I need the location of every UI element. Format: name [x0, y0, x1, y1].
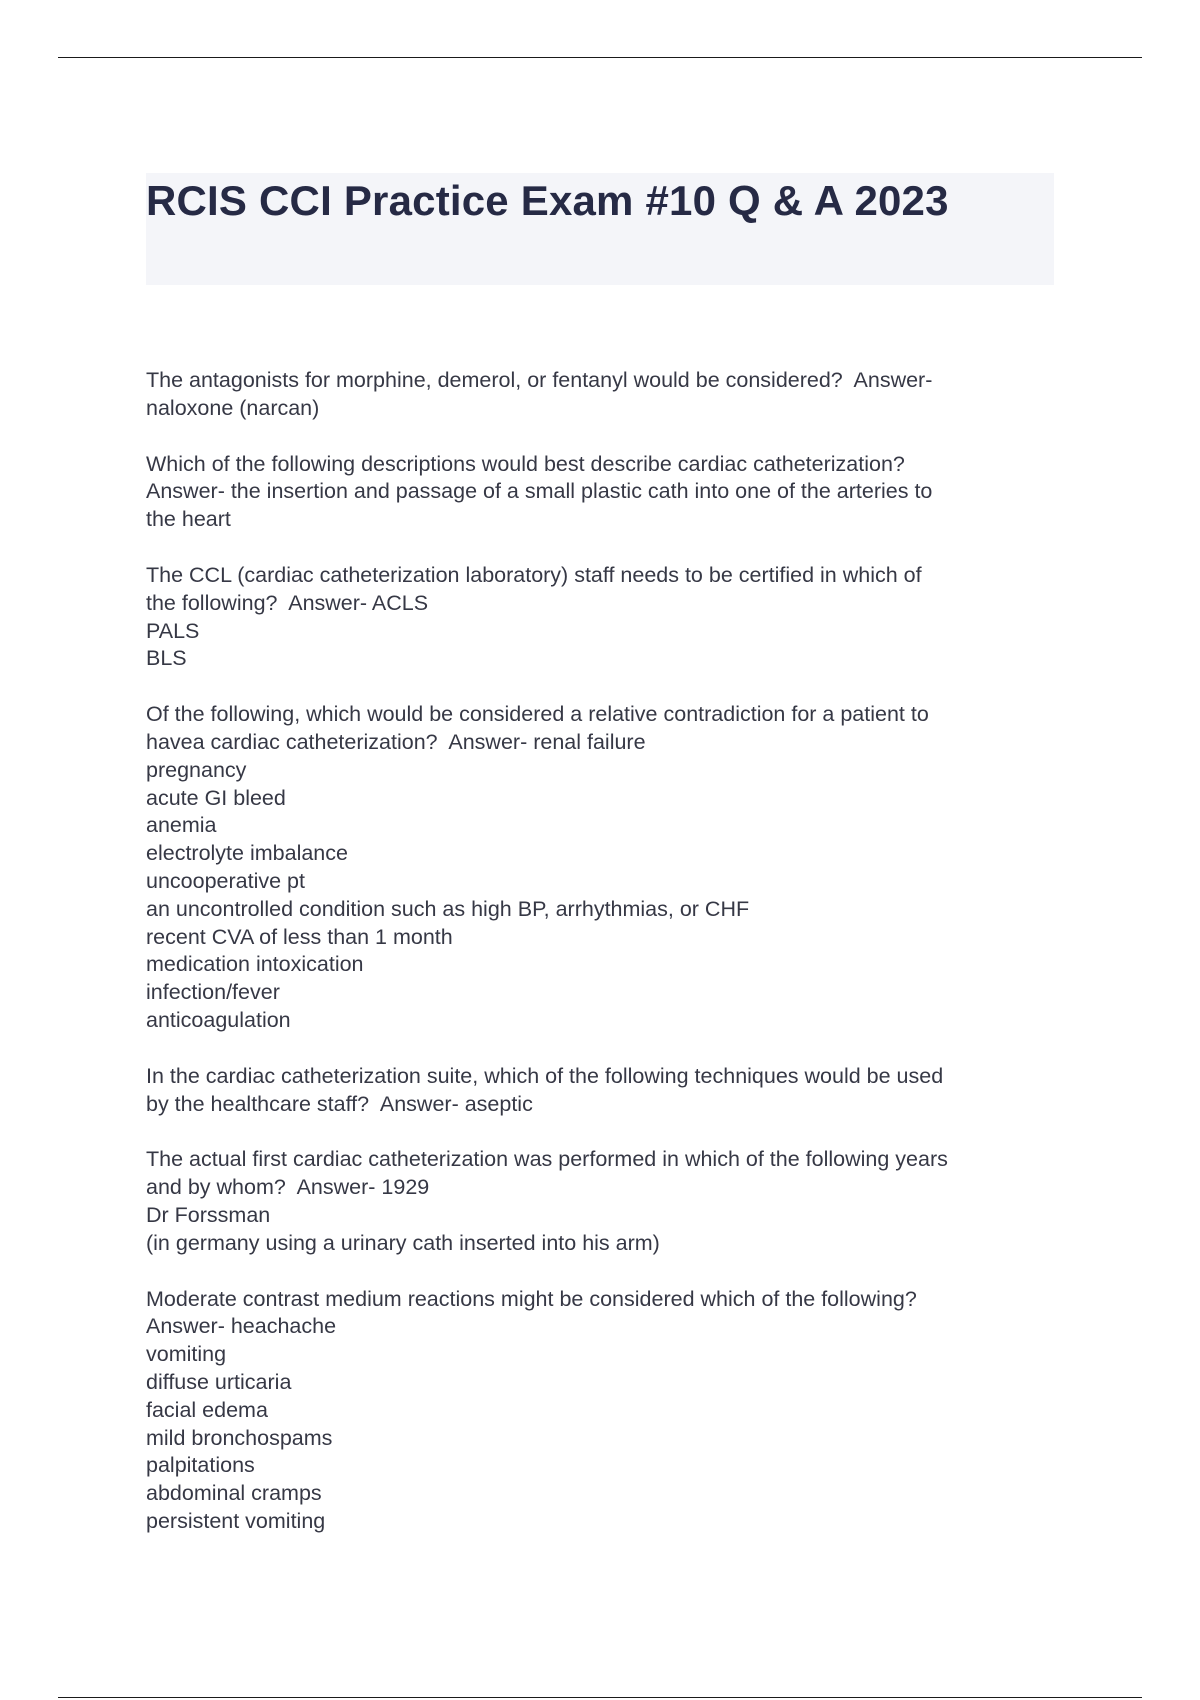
answer-line: diffuse urticaria: [146, 1369, 292, 1394]
qa-item: [146, 451, 1066, 534]
question-text: In the cardiac catheterization suite, which of the following techniques would be used: [146, 1063, 944, 1088]
answer-line: abdominal cramps: [146, 1481, 322, 1506]
answer-line: medication intoxication: [146, 952, 364, 977]
answer-line: pregnancy: [146, 757, 247, 782]
answer-line: BLS: [146, 646, 187, 671]
question-text: Moderate contrast medium reactions might be considered which of the following?: [146, 1286, 917, 1311]
answer-line: and by whom? Answer- 1929: [146, 1175, 430, 1200]
answer-line: naloxone (narcan): [146, 395, 320, 420]
answer-line: anticoagulation: [146, 1007, 291, 1032]
answer-line: mild bronchospams: [146, 1425, 333, 1450]
qa-item: [146, 562, 1066, 673]
question-text: The CCL (cardiac catheterization laboratory) staff needs to be certified in which of: [146, 562, 922, 587]
question-text: Of the following, which would be considered a relative contradiction for a patient to: [146, 702, 929, 727]
question-text: The actual first cardiac catheterization was performed in which of the following years: [146, 1147, 948, 1172]
question-text: The antagonists for morphine, demerol, or fentanyl would be considered? Answer-: [146, 368, 933, 392]
page-title: RCIS CCI Practice Exam #10 Q & A 2023: [146, 177, 949, 224]
answer-line: (in germany using a urinary cath inserted into his arm): [146, 1230, 660, 1255]
answer-line: by the healthcare staff? Answer- aseptic: [146, 1091, 533, 1116]
qa-list: [146, 367, 1066, 1564]
answer-line: the heart: [146, 507, 231, 532]
answer-line: electrolyte imbalance: [146, 841, 348, 866]
qa-item: [146, 367, 1066, 423]
answer-line: palpitations: [146, 1453, 255, 1478]
answer-line: Answer- the insertion and passage of a small plastic cath into one of the arteries to: [146, 479, 933, 504]
answer-line: Answer- heachache: [146, 1314, 337, 1339]
answer-line: acute GI bleed: [146, 785, 286, 810]
answer-line: facial edema: [146, 1397, 268, 1422]
answer-line: the following? Answer- ACLS: [146, 590, 429, 615]
answer-line: havea cardiac catheterization? Answer- renal failure: [146, 729, 646, 754]
answer-line: recent CVA of less than 1 month: [146, 924, 453, 949]
top-divider: [58, 57, 1142, 58]
title-block: [146, 173, 1054, 285]
qa-item: [146, 1146, 1066, 1257]
qa-item: [146, 1063, 1066, 1119]
answer-line: an uncontrolled condition such as high BP, arrhythmias, or CHF: [146, 896, 750, 921]
answer-line: infection/fever: [146, 980, 280, 1005]
qa-item: [146, 701, 1066, 1035]
answer-line: PALS: [146, 618, 200, 643]
answer-line: uncooperative pt: [146, 868, 305, 893]
bottom-divider: [58, 1697, 1142, 1698]
answer-line: Dr Forssman: [146, 1202, 271, 1227]
answer-line: anemia: [146, 813, 217, 838]
qa-item: [146, 1286, 1066, 1536]
answer-line: persistent vomiting: [146, 1508, 326, 1533]
answer-line: vomiting: [146, 1342, 227, 1367]
question-text: Which of the following descriptions would best describe cardiac catheterization?: [146, 451, 905, 476]
